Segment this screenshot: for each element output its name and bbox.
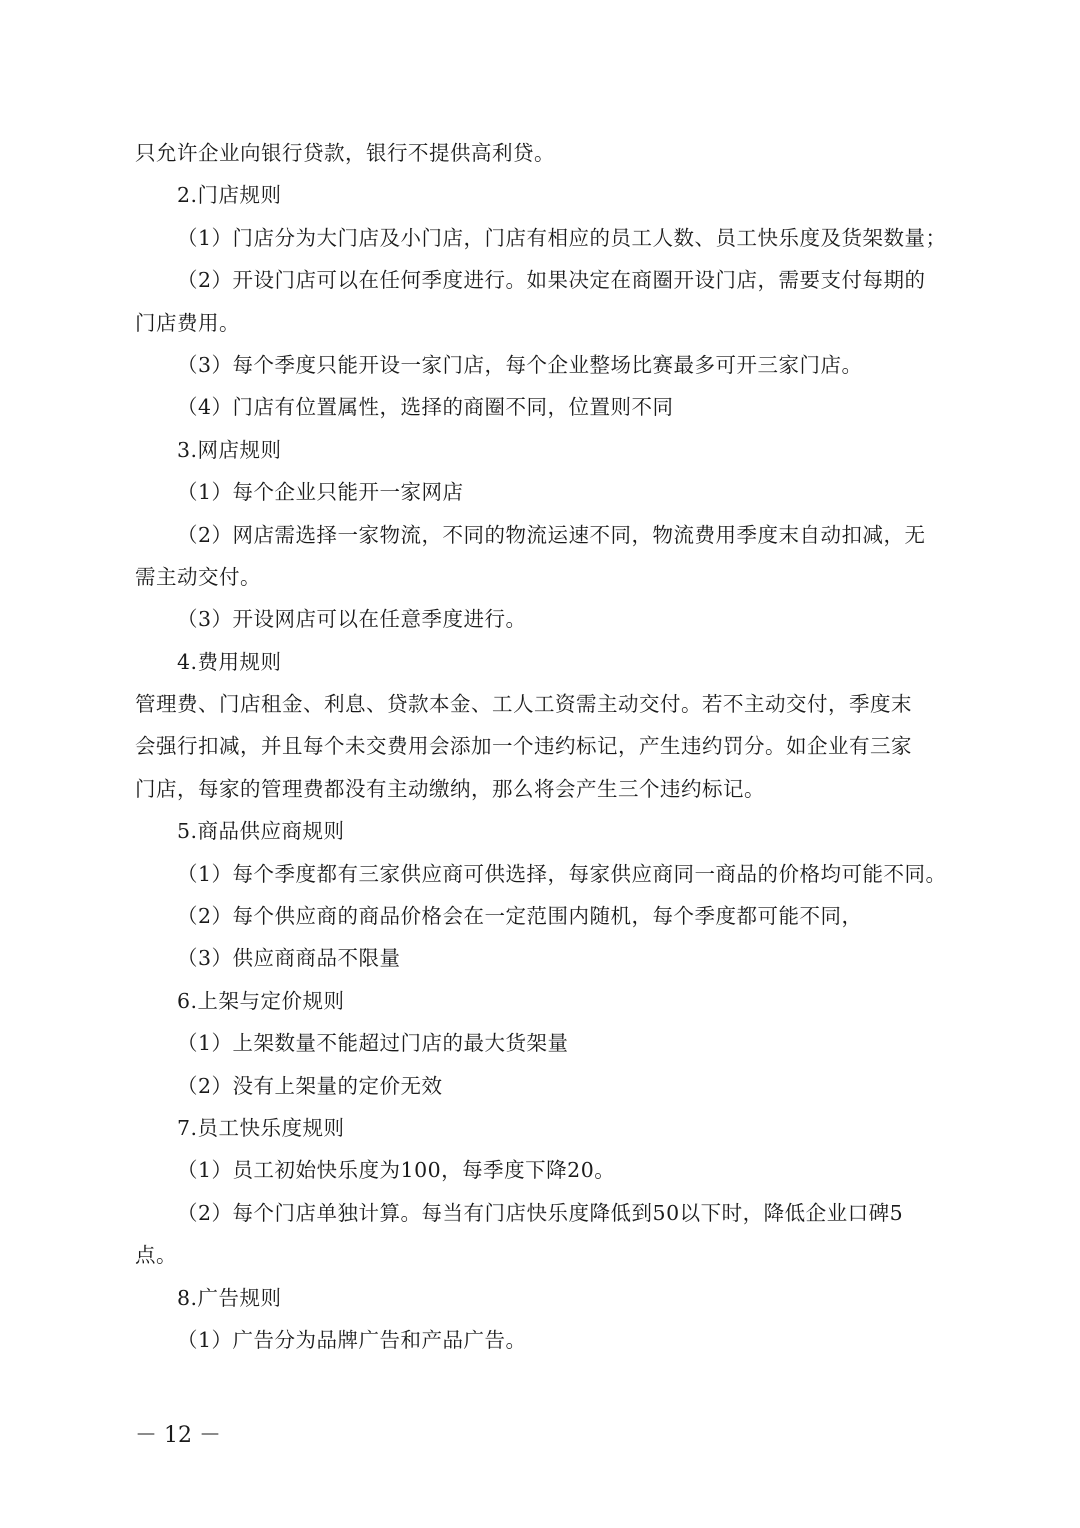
paragraph-line: （3）每个季度只能开设一家门店，每个企业整场比赛最多可开三家门店。: [177, 352, 863, 377]
paragraph-line: 只允许企业向银行贷款，银行不提供高利贷。: [135, 141, 555, 165]
page-number: － 12 －: [135, 1423, 221, 1448]
paragraph-line: 门店，每家的管理费都没有主动缴纳，那么将会产生三个违约标记。: [135, 776, 765, 801]
section-heading: 4.费用规则: [177, 649, 282, 674]
paragraph-line: （1）每个企业只能开一家网店: [177, 480, 464, 505]
paragraph-line: （2）每个供应商的商品价格会在一定范围内随机，每个季度都可能不同，: [177, 904, 863, 929]
paragraph-line: （1）上架数量不能超过门店的最大货架量: [177, 1031, 569, 1056]
paragraph-line: （1）每个季度都有三家供应商可供选择，每家供应商同一商品的价格均可能不同。: [177, 861, 947, 886]
section-heading: 3.网店规则: [177, 437, 282, 462]
section-heading: 7.员工快乐度规则: [177, 1115, 345, 1140]
section-heading: 5.商品供应商规则: [177, 819, 345, 844]
paragraph-line: （4）门店有位置属性，选择的商圈不同，位置则不同: [177, 395, 674, 420]
paragraph-line: （1）广告分为品牌广告和产品广告。: [177, 1327, 527, 1352]
paragraph-line: 会强行扣减，并且每个未交费用会添加一个违约标记，产生违约罚分。如企业有三家: [135, 734, 912, 759]
paragraph-line: （2）网店需选择一家物流，不同的物流运速不同，物流费用季度末自动扣减，无: [177, 522, 926, 547]
paragraph-line: （2）开设门店可以在任何季度进行。如果决定在商圈开设门店，需要支付每期的: [177, 268, 926, 293]
paragraph-line: （2）每个门店单独计算。每当有门店快乐度降低到50以下时，降低企业口碑5: [177, 1200, 904, 1225]
paragraph-line: （3）开设网店可以在任意季度进行。: [177, 607, 527, 632]
paragraph-line: （1）门店分为大门店及小门店，门店有相应的员工人数、员工快乐度及货架数量；: [177, 225, 947, 250]
paragraph-line: 点。: [135, 1243, 177, 1268]
paragraph-line: 管理费、门店租金、利息、贷款本金、工人工资需主动交付。若不主动交付，季度末: [135, 692, 912, 717]
document-body: [135, 132, 947, 1361]
paragraph-line: （3）供应商商品不限量: [177, 946, 401, 971]
paragraph-line: 门店费用。: [135, 310, 240, 335]
section-heading: 6.上架与定价规则: [177, 988, 345, 1013]
section-heading: 8.广告规则: [177, 1285, 282, 1310]
section-heading: 2.门店规则: [177, 183, 282, 208]
paragraph-line: （1）员工初始快乐度为100，每季度下降20。: [177, 1158, 616, 1183]
paragraph-line: （2）没有上架量的定价无效: [177, 1073, 443, 1098]
paragraph-line: 需主动交付。: [135, 564, 261, 589]
